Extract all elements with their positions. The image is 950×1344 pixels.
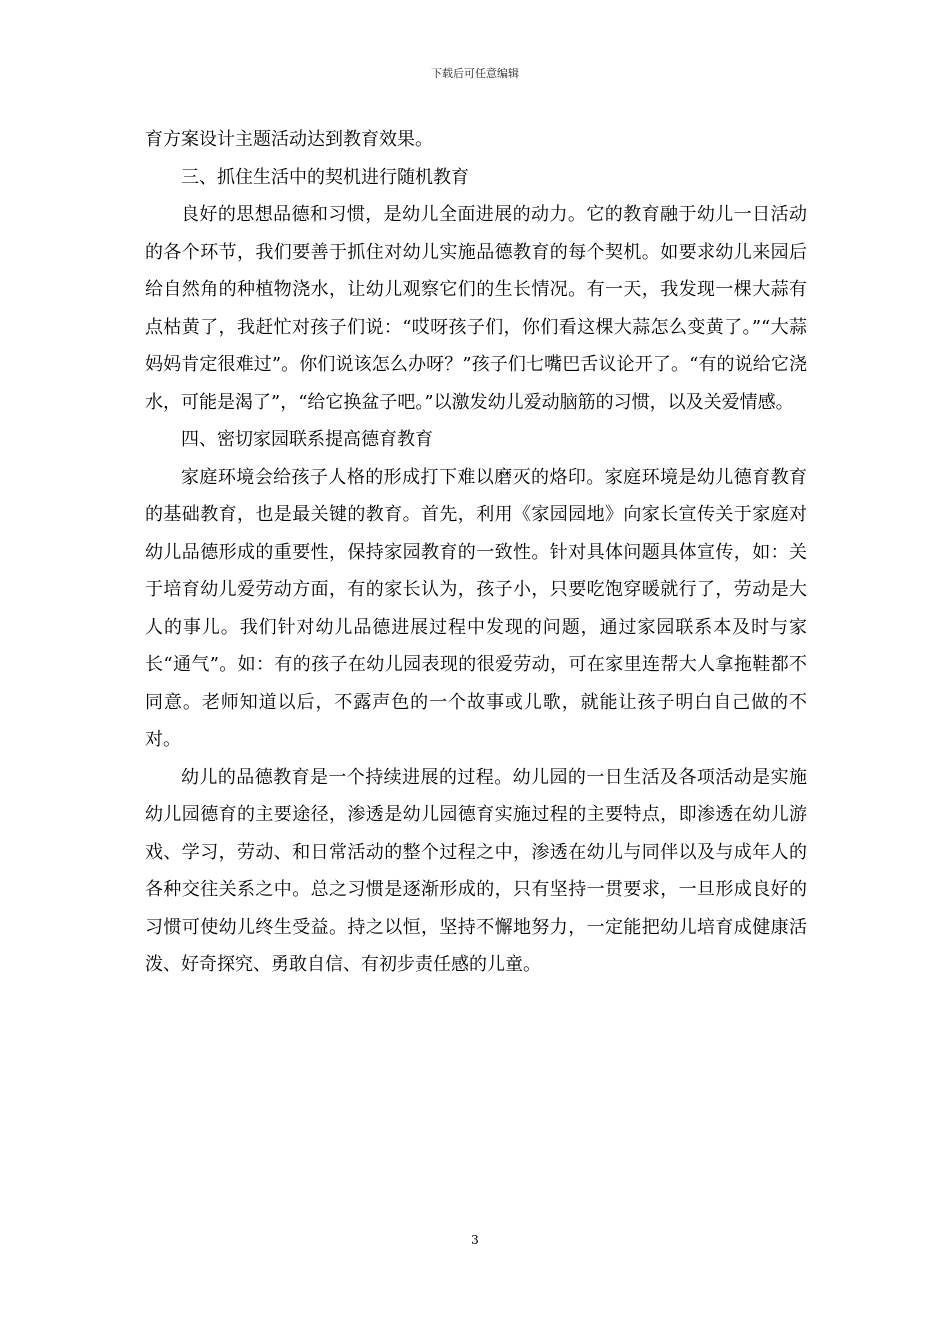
page-header: 下载后可任意编辑: [431, 67, 519, 80]
paragraph: 良好的思想品德和习惯，是幼儿全面进展的动力。它的教育融于幼儿一日活动的各个环节，我们要善于抓住对幼儿实施品德教育的每个契机。如要求幼儿来园后给自然角的种植物浇水，让幼儿观察它们的生长情况。有一天，我发现一棵大蒜有点枯黄了，我赶忙对孩子们说：“哎呀孩子们，你们看这棵大蒜怎么变黄了。”“大蒜妈妈肯定很难过”。你们说该怎么办呀？”孩子们七嘴巴舌议论开了。“有的说给它浇水，可能是渴了”，“给它换盆子吧。”以激发幼儿爱动脑筋的习惯，以及关爱情感。: [145, 204, 807, 413]
section-heading-3: 三、抓住生活中的契机进行随机教育: [181, 166, 469, 188]
paragraph: 家庭环境会给孩子人格的形成打下难以磨灭的烙印。家庭环境是幼儿德育教育的基础教育，也是最关键的教育。首先，利用《家园园地》向家长宣传关于家庭对幼儿品德形成的重要性，保持家园教育的一致性。针对具体问题具体宣传，如：关于培育幼儿爱劳动方面，有的家长认为，孩子小，只要吃饱穿暖就行了，劳动是大人的事儿。我们针对幼儿品德进展过程中发现的问题，通过家园联系本及时与家长“通气”。如：有的孩子在幼儿园表现的很爱劳动，可在家里连帮大人拿拖鞋都不同意。老师知道以后，不露声色的一个故事或儿歌，就能让孩子明白自己做的不对。: [145, 466, 807, 750]
paragraph-continuation: 育方案设计主题活动达到教育效果。: [145, 129, 433, 150]
section-heading-4: 四、密切家园联系提高德育教育: [181, 429, 433, 450]
document-body: [145, 121, 807, 984]
page-number: 3: [471, 1233, 479, 1247]
paragraph: 幼儿的品德教育是一个持续进展的过程。幼儿园的一日生活及各项活动是实施幼儿园德育的主要途径，渗透是幼儿园德育实施过程的主要特点，即渗透在幼儿游戏、学习，劳动、和日常活动的整个过程之中，渗透在幼儿与同伴以及与成年人的各种交往关系之中。总之习惯是逐渐形成的，只有坚持一贯要求，一旦形成良好的习惯可使幼儿终生受益。持之以恒，坚持不懈地努力，一定能把幼儿培育成健康活泼、好奇探究、勇敢自信、有初步责任感的儿童。: [145, 766, 807, 975]
